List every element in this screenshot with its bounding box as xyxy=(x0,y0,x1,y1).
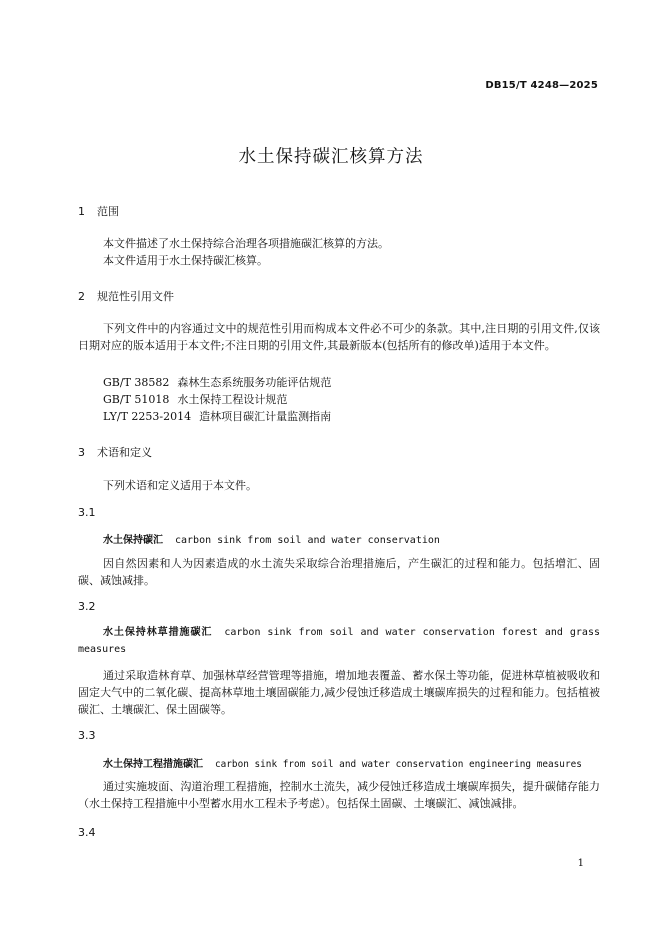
term-english: carbon sink from soil and water conservation forest and grass measures xyxy=(78,627,600,655)
term-entry xyxy=(78,624,600,658)
page-number: 1 xyxy=(577,858,584,869)
section-3-intro: 下列术语和定义适用于本文件。 xyxy=(103,479,257,492)
section-title: 规范性引用文件 xyxy=(97,290,174,303)
section-1-line-2: 本文件适用于水土保持碳汇核算。 xyxy=(103,254,268,267)
term-number: 3.4 xyxy=(78,826,96,839)
section-number: 3 xyxy=(78,446,85,459)
term-chinese: 水土保持碳汇 xyxy=(103,535,163,546)
term-english: carbon sink from soil and water conservation engineering measures xyxy=(215,759,582,770)
term-definition: 通过实施坡面、沟道治理工程措施，控制水土流失，减少侵蚀迁移造成土壤碳库损失，提升碳储存能力（水土保持工程措施中小型蓄水用水工程未予考虑）。包括保土固碳、土壤碳汇、减蚀减排。 xyxy=(78,780,600,810)
term-number: 3.2 xyxy=(78,600,96,613)
reference-code: GB/T 51018 xyxy=(103,393,170,406)
term-chinese: 水土保持林草措施碳汇 xyxy=(103,627,213,638)
section-1-line-1: 本文件描述了水土保持综合治理各项措施碳汇核算的方法。 xyxy=(103,237,389,250)
reference-code: LY/T 2253-2014 xyxy=(103,410,192,423)
reference-name: 森林生态系统服务功能评估规范 xyxy=(177,376,332,389)
section-number: 1 xyxy=(78,205,85,218)
section-title: 术语和定义 xyxy=(97,446,152,459)
term-number: 3.1 xyxy=(78,506,96,519)
reference-name: 造林项目碳汇计量监测指南 xyxy=(199,410,332,423)
term-entry xyxy=(103,755,600,770)
reference-code: GB/T 38582 xyxy=(103,376,170,389)
document-title: 水土保持碳汇核算方法 xyxy=(238,147,424,167)
section-2-heading xyxy=(78,288,174,304)
section-title: 范围 xyxy=(97,205,119,218)
section-3-heading xyxy=(78,444,152,460)
term-number: 3.3 xyxy=(78,729,96,742)
reference-item xyxy=(103,408,331,424)
term-entry xyxy=(103,531,600,546)
reference-item xyxy=(103,391,287,407)
section-number: 2 xyxy=(78,290,85,303)
reference-item xyxy=(103,374,331,390)
reference-name: 水土保持工程设计规范 xyxy=(177,393,288,406)
section-1-heading xyxy=(78,203,119,219)
term-definition: 通过采取造林育草、加强林草经营管理等措施，增加地表覆盖、蓄水保土等功能，促进林草植被吸收和固定大气中的二氧化碳、提高林草地土壤固碳能力,减少侵蚀迁移造成土壤碳库损失的过程和能力。包括植被碳汇、土壤碳汇、保土固碳等。 xyxy=(78,669,600,716)
document-number: DB15/T 4248—2025 xyxy=(485,80,598,91)
term-definition: 因自然因素和人为因素造成的水土流失采取综合治理措施后，产生碳汇的过程和能力。包括增汇、固碳、减蚀减排。 xyxy=(78,557,600,587)
term-chinese: 水土保持工程措施碳汇 xyxy=(103,759,203,770)
section-2-intro: 下列文件中的内容通过文中的规范性引用而构成本文件必不可少的条款。其中,注日期的引用文件,仅该日期对应的版本适用于本文件;不注日期的引用文件,其最新版本(包括所有的修改单)适用于本文件。 xyxy=(78,322,600,352)
term-english: carbon sink from soil and water conservation xyxy=(175,535,440,546)
